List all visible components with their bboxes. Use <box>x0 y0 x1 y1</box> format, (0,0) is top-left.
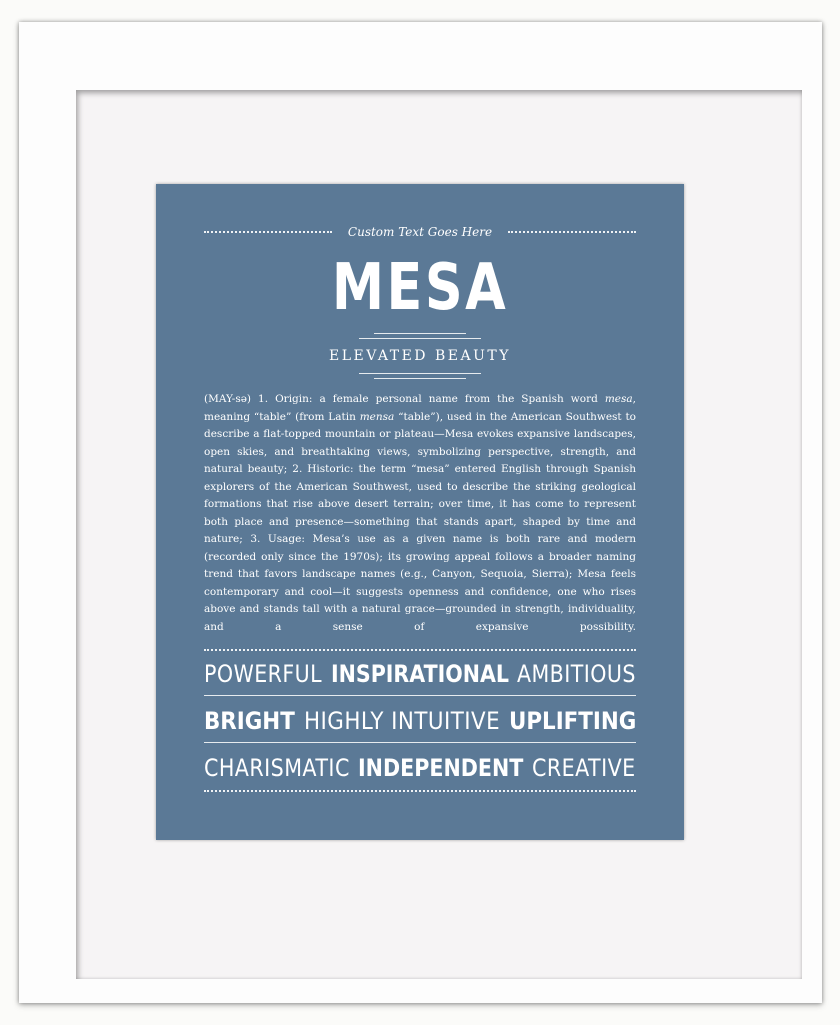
subtitle-rule-bottom <box>374 378 466 379</box>
trait-line-1 <box>204 656 636 692</box>
definition-part-1: (MAY-sə) 1. Origin: a female personal name from the Spanish word <box>204 393 605 405</box>
trait-line-2 <box>204 703 636 739</box>
name-meaning-print <box>156 184 684 840</box>
custom-text: Custom Text Goes Here <box>347 225 493 239</box>
trait-word: CHARISMATIC <box>204 754 350 782</box>
subtitle-rule-bottom-wide <box>359 373 481 374</box>
trait-word: BRIGHT <box>204 707 295 735</box>
trait-word: HIGHLY INTUITIVE <box>303 707 500 735</box>
trait-word: POWERFUL <box>204 660 323 688</box>
title-rule-top <box>374 333 466 334</box>
title-rule-top-wide <box>359 338 481 339</box>
definition-word-mensa: mensa <box>359 410 395 423</box>
trait-word: INDEPENDENT <box>358 754 524 782</box>
trait-divider-1 <box>204 695 636 696</box>
dotted-divider-traits-top <box>204 649 636 651</box>
trait-word: CREATIVE <box>532 754 637 782</box>
trait-word: AMBITIOUS <box>517 660 636 688</box>
dotted-divider-traits-bottom <box>204 790 636 792</box>
name-definition <box>204 391 636 636</box>
trait-line-3 <box>204 750 636 786</box>
trait-word: UPLIFTING <box>508 707 637 735</box>
definition-part-2: , meaning “table” (from Latin <box>204 393 636 423</box>
name-title: MESA <box>331 251 509 325</box>
subtitle: ELEVATED BEAUTY <box>329 348 511 364</box>
trait-word: INSPIRATIONAL <box>330 660 509 688</box>
definition-word-mesa: mesa <box>604 393 633 405</box>
definition-part-3: “table”), used in the American Southwest to describe a flat-topped mountain or plateau—Mesa evokes expansive landscapes, open skies, and breathtaking views, symbolizing perspective, strength, and natural beauty; 2. Historic: the term “mesa” entered English through Spanish explorers of the American Southwest, used to describe the striking geological formations that rise above desert terrain; over time, it has come to represent both place and presence—something that stands apart, shaped by time and nature; 3. Usage: Mesa’s use as a given name is both rare and modern (recorded only since the 1970s); its growing appeal follows a broader naming trend that favors landscape names (e.g., Canyon, Sequoia, Sierra); Mesa feels contemporary and cool—it suggests openness and confidence, one who rises above and stands tall with a natural grace—grounded in strength, individuality, and a sense of expansive possibility. <box>204 410 637 633</box>
dotted-divider-right <box>508 231 636 233</box>
trait-divider-2 <box>204 742 636 743</box>
custom-text-row <box>204 222 636 242</box>
dotted-divider-left <box>204 231 332 233</box>
